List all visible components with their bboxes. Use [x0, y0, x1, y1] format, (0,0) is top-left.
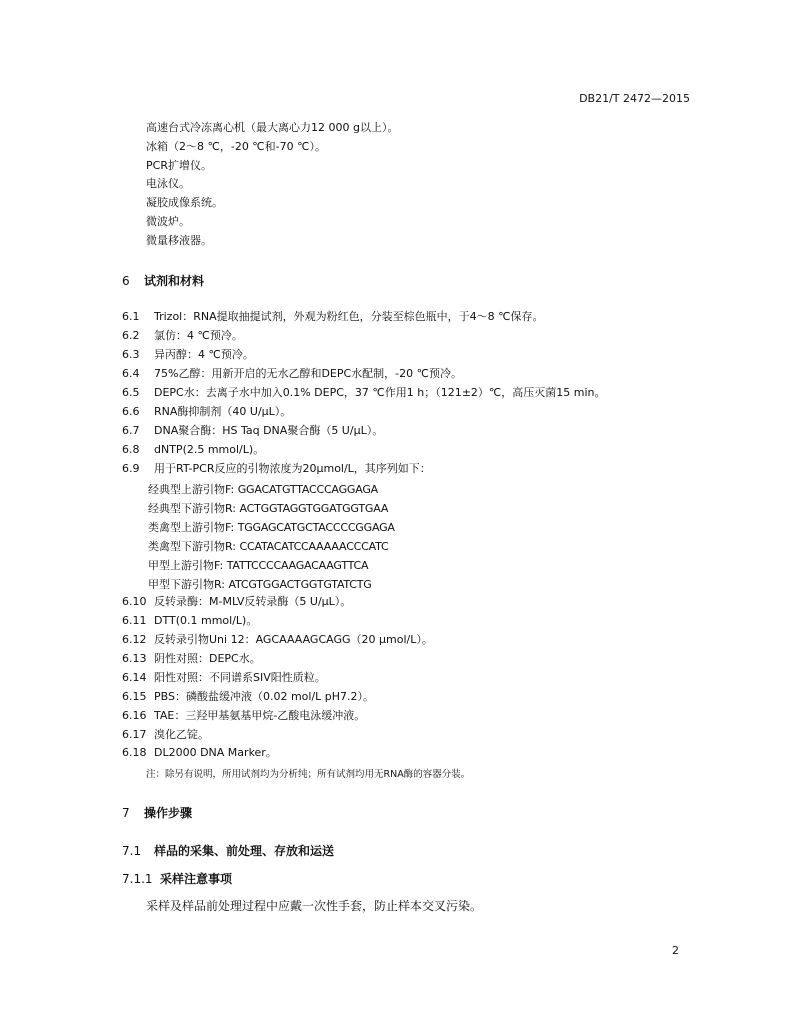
item-number: 6.17 [122, 728, 147, 741]
primer-label: 类禽型上游引物F: [148, 521, 235, 534]
item-text: 氯仿：4 ℃预冷。 [154, 329, 243, 342]
item-text: 阳性对照：不同谱系SIV阳性质粒。 [154, 671, 326, 684]
document-code: DB21/T 2472—2015 [579, 92, 690, 105]
item-text: 75%乙醇：用新开启的无水乙醇和DEPC水配制，-20 ℃预冷。 [154, 367, 462, 380]
item-number: 6.1 [122, 310, 140, 323]
item-number: 6.18 [122, 746, 147, 759]
reagent-item [122, 424, 383, 438]
primer-sequence: ATCGTGGACTGGTGTATCTG [228, 578, 372, 591]
item-number: 6.12 [122, 633, 147, 646]
item-number: 6.2 [122, 329, 140, 342]
item-text: DTT(0.1 mmol/L)。 [154, 614, 258, 627]
item-text: DNA聚合酶：HS Taq DNA聚合酶（5 U/μL）。 [154, 424, 384, 437]
item-number: 6.8 [122, 443, 140, 456]
primer-label: 经典型下游引物R: [148, 502, 237, 515]
reagent-item [122, 348, 254, 362]
section-title: 试剂和材料 [144, 274, 205, 288]
primer-sequence: ACTGGTAGGTGGATGGTGAA [239, 502, 389, 515]
primer-line [148, 576, 372, 592]
item-number: 6.13 [122, 652, 147, 665]
item-number: 6.15 [122, 690, 147, 703]
section-heading [122, 804, 192, 821]
reagent-item [122, 690, 374, 704]
reagent-item [122, 367, 462, 381]
primer-label: 甲型上游引物F: [148, 559, 224, 572]
equipment-item: 凝胶成像系统。 [146, 196, 223, 209]
section-number: 6 [122, 274, 130, 288]
item-text: 反转录酶：M-MLV反转录酶（5 U/μL）。 [154, 595, 352, 608]
primer-line [148, 481, 378, 497]
item-number: 6.14 [122, 671, 147, 684]
item-text: 异丙醇：4 ℃预冷。 [154, 348, 254, 361]
item-text: 反转录引物Uni 12：AGCAAAAGCAGG（20 μmol/L）。 [154, 633, 433, 646]
subsection-title: 采样注意事项 [160, 872, 233, 886]
item-number: 6.6 [122, 405, 140, 418]
subsection-number: 7.1.1 [122, 872, 153, 886]
section-number: 7 [122, 806, 130, 820]
item-text: DEPC水：去离子水中加入0.1% DEPC，37 ℃作用1 h；（121±2）℃，高压灭菌15 min。 [154, 386, 606, 399]
item-text: Trizol：RNA提取抽提试剂，外观为粉红色，分装至棕色瓶中，于4～8 ℃保存。 [154, 310, 544, 323]
item-text: RNA酶抑制剂（40 U/μL）。 [154, 405, 292, 418]
primer-sequence: CCATACATCCAAAAACCCATC [239, 540, 389, 553]
item-number: 6.4 [122, 367, 140, 380]
primer-line [148, 519, 395, 535]
reagent-item [122, 329, 243, 343]
equipment-item: 微波炉。 [146, 215, 190, 228]
reagent-item [122, 443, 264, 457]
subsection-number: 7.1 [122, 844, 142, 858]
item-text: TAE：三羟甲基氨基甲烷-乙酸电泳缓冲液。 [154, 709, 366, 722]
primer-label: 经典型上游引物F: [148, 483, 235, 496]
reagent-item [122, 671, 326, 685]
page-number: 2 [672, 944, 679, 957]
equipment-item: 电泳仪。 [146, 177, 190, 190]
reagent-item [122, 746, 277, 760]
item-text: PBS：磷酸盐缓冲液（0.02 mol/L pH7.2）。 [154, 690, 375, 703]
item-number: 6.7 [122, 424, 140, 437]
equipment-item: 冰箱（2～8 ℃，-20 ℃和-70 ℃）。 [146, 140, 326, 153]
reagent-item [122, 462, 431, 476]
body-paragraph: 采样及样品前处理过程中应戴一次性手套，防止样本交叉污染。 [146, 899, 483, 913]
subsection-title: 样品的采集、前处理、存放和运送 [154, 844, 335, 858]
reagent-item [122, 633, 433, 647]
item-text: 溴化乙锭。 [154, 728, 209, 741]
reagent-item [122, 595, 351, 609]
reagent-item [122, 405, 291, 419]
primer-sequence: GGACATGTTACCCAGGAGA [237, 483, 378, 496]
subsection-heading [122, 842, 334, 859]
item-text: 用于RT-PCR反应的引物浓度为20μmol/L，其序列如下： [154, 462, 431, 475]
item-text: 阴性对照：DEPC水。 [154, 652, 261, 665]
item-number: 6.5 [122, 386, 140, 399]
reagent-item [122, 652, 261, 666]
subsection-heading [122, 870, 232, 887]
item-number: 6.9 [122, 462, 140, 475]
primer-label: 类禽型下游引物R: [148, 540, 237, 553]
reagent-item [122, 310, 543, 324]
equipment-item: 微量移液器。 [146, 234, 212, 247]
primer-line [148, 538, 388, 554]
reagent-item [122, 709, 365, 723]
item-number: 6.10 [122, 595, 147, 608]
item-number: 6.16 [122, 709, 147, 722]
reagent-item [122, 386, 606, 400]
primer-line [148, 557, 368, 573]
note: 注：除另有说明，所用试剂均为分析纯；所有试剂均用无RNA酶的容器分装。 [146, 769, 471, 780]
primer-line [148, 500, 388, 516]
section-title: 操作步骤 [144, 806, 193, 820]
item-text: DL2000 DNA Marker。 [154, 746, 277, 759]
reagent-item [122, 728, 209, 742]
equipment-item: PCR扩增仪。 [146, 159, 212, 172]
item-number: 6.11 [122, 614, 147, 627]
item-text: dNTP(2.5 mmol/L)。 [154, 443, 265, 456]
reagent-item [122, 614, 257, 628]
section-heading [122, 272, 204, 289]
primer-label: 甲型下游引物R: [148, 578, 226, 591]
primer-sequence: TGGAGCATGCTACCCCGGAGA [237, 521, 395, 534]
primer-sequence: TATTCCCCAAGACAAGTTCA [226, 559, 369, 572]
equipment-item: 高速台式冷冻离心机（最大离心力12 000 g以上）。 [146, 121, 399, 134]
item-number: 6.3 [122, 348, 140, 361]
